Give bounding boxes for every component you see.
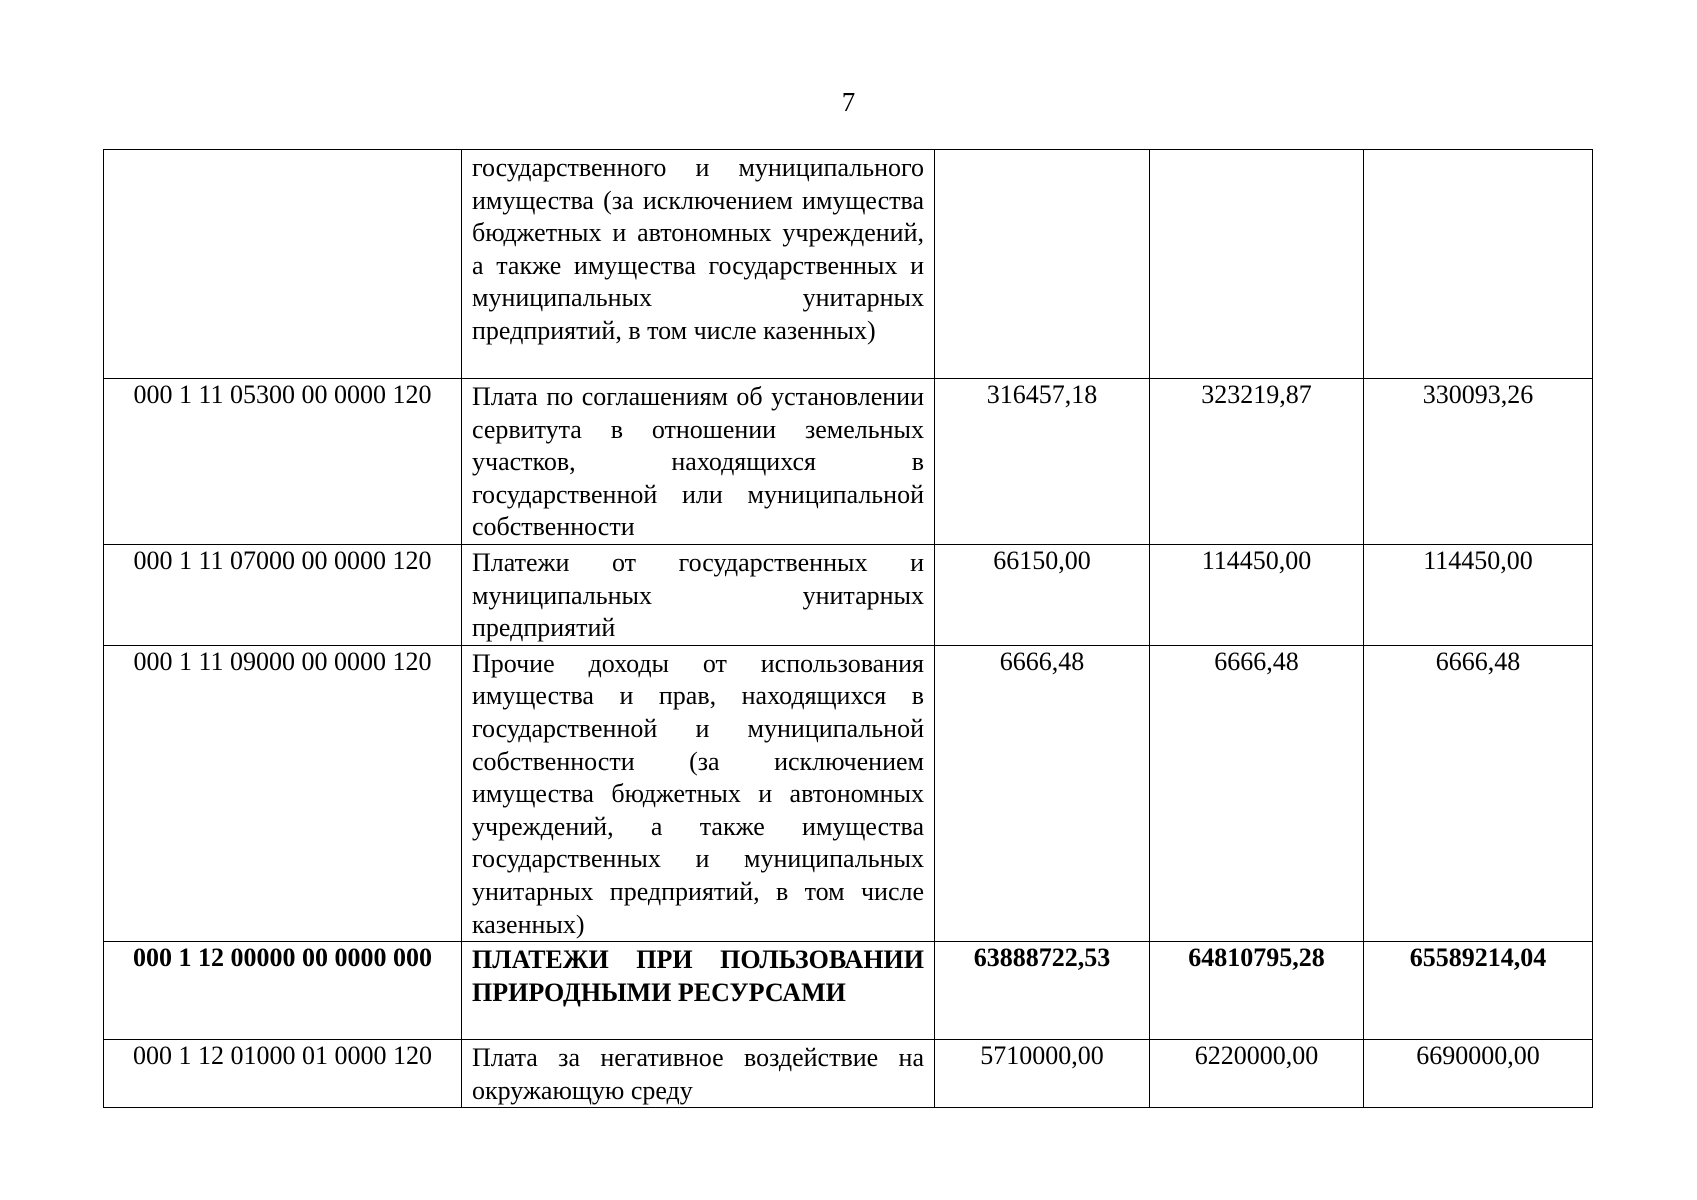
amount-year-2-cell: 64810795,28 xyxy=(1150,942,1364,1040)
table-row xyxy=(104,544,1593,645)
amount-year-1-cell: 6666,48 xyxy=(935,645,1150,941)
revenue-name-text: государственного и муниципального имущества (за исключением имущества бюджетных и автономных учреждений, а также имущества государственных и муниципальных унитарных предприятий, в том числе казенных) xyxy=(472,153,924,345)
revenue-name-cell xyxy=(462,379,935,545)
page-number: 7 xyxy=(841,87,856,117)
budget-revenue-table xyxy=(103,149,1593,1108)
budget-code-cell: 000 1 11 09000 00 0000 120 xyxy=(104,645,462,941)
amount-year-3-cell: 6690000,00 xyxy=(1364,1040,1593,1108)
table-row xyxy=(104,150,1593,379)
amount-year-1-cell: 66150,00 xyxy=(935,544,1150,645)
revenue-name-text: Плата за негативное воздействие на окружающую среду xyxy=(472,1043,924,1105)
amount-year-3-cell: 330093,26 xyxy=(1364,379,1593,545)
revenue-name-text: Платежи от государственных и муниципальных унитарных предприятий xyxy=(472,547,924,643)
amount-year-1-cell xyxy=(935,150,1150,379)
amount-year-2-cell xyxy=(1150,150,1364,379)
amount-year-1-cell: 5710000,00 xyxy=(935,1040,1150,1108)
table-row xyxy=(104,645,1593,941)
revenue-name-cell xyxy=(462,544,935,645)
table-row xyxy=(104,379,1593,545)
revenue-name-cell xyxy=(462,645,935,941)
budget-code-cell xyxy=(104,150,462,379)
amount-year-3-cell xyxy=(1364,150,1593,379)
amount-year-3-cell: 65589214,04 xyxy=(1364,942,1593,1040)
revenue-name-cell xyxy=(462,1040,935,1108)
budget-code-cell: 000 1 12 00000 00 0000 000 xyxy=(104,942,462,1040)
revenue-name-text: Плата по соглашениям об установлении сервитута в отношении земельных участков, находящихся в государственной или муниципальной собственности xyxy=(472,382,924,542)
amount-year-2-cell: 6666,48 xyxy=(1150,645,1364,941)
budget-code-cell: 000 1 11 07000 00 0000 120 xyxy=(104,544,462,645)
amount-year-1-cell: 63888722,53 xyxy=(935,942,1150,1040)
amount-year-3-cell: 6666,48 xyxy=(1364,645,1593,941)
budget-code-cell: 000 1 11 05300 00 0000 120 xyxy=(104,379,462,545)
amount-year-1-cell: 316457,18 xyxy=(935,379,1150,545)
table-row xyxy=(104,942,1593,1040)
amount-year-3-cell: 114450,00 xyxy=(1364,544,1593,645)
revenue-name-text: Прочие доходы от использования имущества и прав, находящихся в государственной и муниципальной собственности (за исключением имущества бюджетных и автономных учреждений, а также имущества государственных и муниципальных унитарных предприятий, в том числе казенных) xyxy=(472,648,924,939)
budget-code-cell: 000 1 12 01000 01 0000 120 xyxy=(104,1040,462,1108)
amount-year-2-cell: 6220000,00 xyxy=(1150,1040,1364,1108)
amount-year-2-cell: 323219,87 xyxy=(1150,379,1364,545)
revenue-name-text: ПЛАТЕЖИ ПРИ ПОЛЬЗОВАНИИ ПРИРОДНЫМИ РЕСУРСАМИ xyxy=(472,945,924,1007)
revenue-name-cell xyxy=(462,942,935,1040)
amount-year-2-cell: 114450,00 xyxy=(1150,544,1364,645)
revenue-name-cell xyxy=(462,150,935,379)
table-row xyxy=(104,1040,1593,1108)
